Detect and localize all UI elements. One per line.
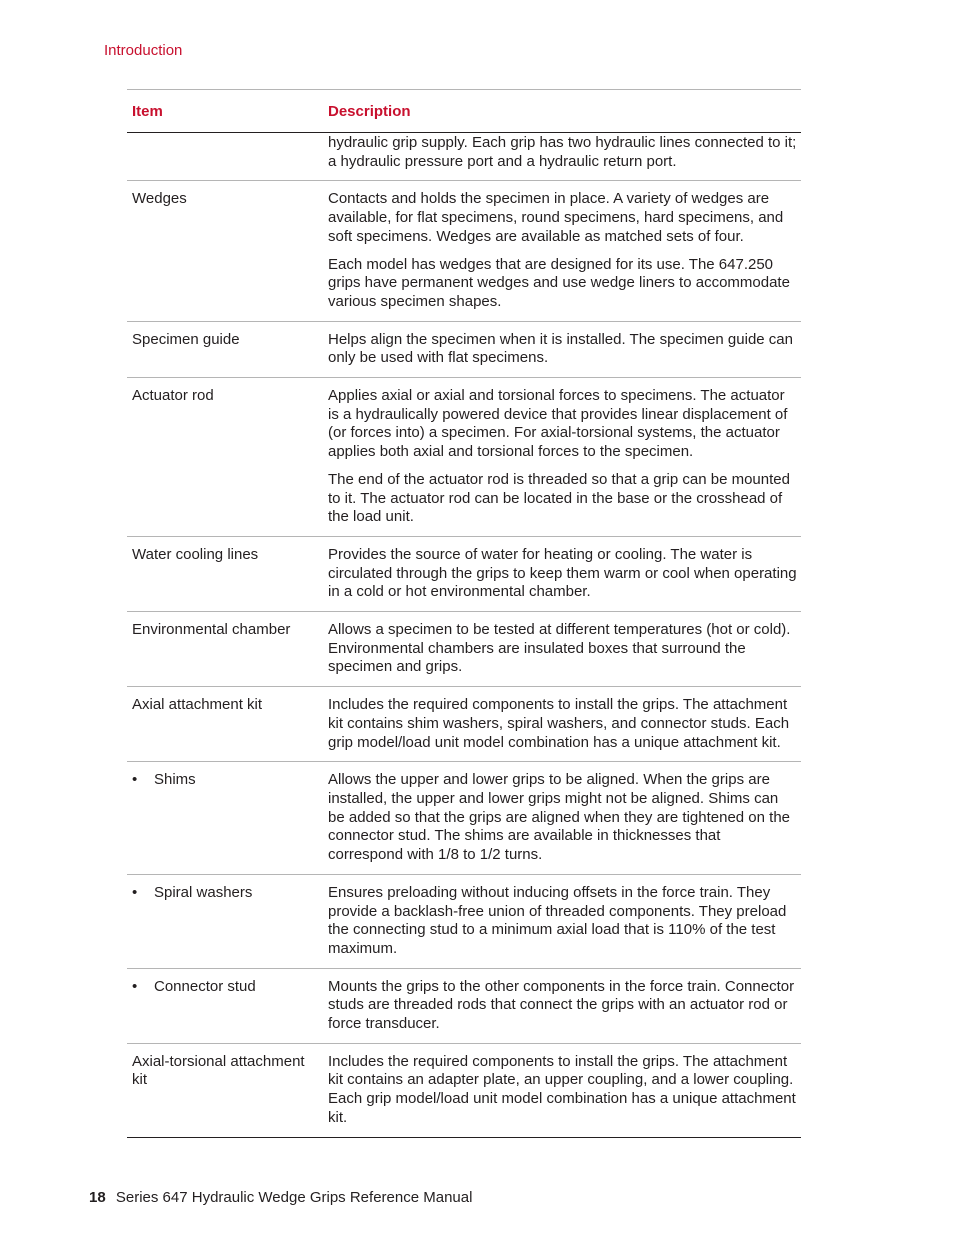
item-cell xyxy=(127,133,323,181)
table-row xyxy=(127,874,801,968)
item-label: Specimen guide xyxy=(132,330,240,348)
manual-title: Series 647 Hydraulic Wedge Grips Reference Manual xyxy=(115,1189,473,1206)
item-cell xyxy=(127,378,323,537)
description-paragraph: Contacts and holds the specimen in place. A variety of wedges are available, for flat specimens, round specimens, hard specimens, and soft specimens. Wedges are available as matched sets of four. xyxy=(328,190,784,245)
item-label: Environmental chamber xyxy=(132,621,291,639)
table-row xyxy=(127,762,801,875)
description-cell xyxy=(323,874,801,968)
description-cell xyxy=(323,762,801,875)
description-cell xyxy=(323,133,801,181)
description-cell xyxy=(323,968,801,1043)
item-cell xyxy=(127,321,323,377)
page-footer xyxy=(89,1189,472,1206)
item-label: Axial-torsional attachment kit xyxy=(132,1052,305,1089)
description-paragraph: Ensures preloading without inducing offsets in the force train. They provide a backlash-free union of threaded components. They preload the connecting stud to a minimum axial load that is 110% of the test maximum. xyxy=(328,883,787,957)
item-label: Wedges xyxy=(132,190,187,208)
description-paragraph: Helps align the specimen when it is installed. The specimen guide can only be used with flat specimens. xyxy=(328,330,793,367)
description-cell xyxy=(323,1043,801,1137)
table-row xyxy=(127,612,801,687)
description-paragraph: Allows the upper and lower grips to be aligned. When the grips are installed, the upper and lower grips might not be aligned. Shims can be added so that the grips are aligned when they are tightened on the connector stud. The shims are available in thicknesses that correspond with 1/8 to 1/2 turns. xyxy=(328,771,791,864)
table-row xyxy=(127,321,801,377)
description-cell xyxy=(323,536,801,611)
item-label: Shims xyxy=(154,771,196,789)
description-paragraph: The end of the actuator rod is threaded so that a grip can be mounted to it. The actuator rod can be located in the base or the crosshead of the load unit. xyxy=(328,470,790,526)
table-row xyxy=(127,378,801,537)
item-label: Axial attachment kit xyxy=(132,696,263,714)
section-header: Introduction xyxy=(104,42,183,59)
item-cell xyxy=(127,687,323,762)
column-header-item: Item xyxy=(127,90,323,133)
table-body xyxy=(127,133,801,1138)
description-paragraph: Includes the required components to install the grips. The attachment kit contains shim washers, spiral washers, and connector studs. Each grip model/load unit model combination has a unique attachment kit. xyxy=(328,696,790,751)
item-cell xyxy=(127,536,323,611)
description-paragraph: Applies axial or axial and torsional forces to specimens. The actuator is a hydraulically powered device that provides linear displacement of (or forces into) a specimen. For axial-torsional systems, the actuator applies both axial and torsional forces to the specimen. xyxy=(328,387,788,461)
bullet-marker: • xyxy=(132,883,138,901)
item-cell xyxy=(127,762,323,875)
item-label: Spiral washers xyxy=(154,883,253,901)
description-cell xyxy=(323,378,801,537)
table-row xyxy=(127,687,801,762)
description-cell xyxy=(323,687,801,762)
item-cell xyxy=(127,612,323,687)
description-paragraph: hydraulic grip supply. Each grip has two hydraulic lines connected to it; a hydraulic pressure port and a hydraulic return port. xyxy=(328,134,797,170)
item-cell xyxy=(127,1043,323,1137)
item-description-table xyxy=(127,89,801,1138)
item-label: Connector stud xyxy=(154,977,256,995)
page-number: 18 xyxy=(89,1189,106,1206)
table-row xyxy=(127,1043,801,1137)
description-paragraph: Each model has wedges that are designed for its use. The 647.250 grips have permanent wedges and use wedge liners to accommodate various specimen shapes. xyxy=(328,255,790,310)
table-row xyxy=(127,536,801,611)
bullet-marker: • xyxy=(132,771,138,789)
column-header-description: Description xyxy=(323,90,801,133)
table-header-row xyxy=(127,90,801,133)
item-label: Actuator rod xyxy=(132,387,214,405)
bullet-marker: • xyxy=(132,977,138,995)
table-row xyxy=(127,133,801,181)
item-cell xyxy=(127,968,323,1043)
table-row xyxy=(127,968,801,1043)
item-cell xyxy=(127,181,323,321)
item-cell xyxy=(127,874,323,968)
description-paragraph: Allows a specimen to be tested at different temperatures (hot or cold). Environmental chambers are insulated boxes that surround the specimen and grips. xyxy=(328,621,791,676)
description-cell xyxy=(323,612,801,687)
table-row xyxy=(127,181,801,321)
description-paragraph: Mounts the grips to the other components in the force train. Connector studs are threaded rods that connect the grips with an actuator rod or force transducer. xyxy=(328,977,795,1033)
description-cell xyxy=(323,321,801,377)
item-label: Water cooling lines xyxy=(132,545,259,563)
description-paragraph: Provides the source of water for heating or cooling. The water is circulated through the grips to keep them warm or cool when operating in a cold or hot environmental chamber. xyxy=(328,545,797,601)
description-cell xyxy=(323,181,801,321)
description-paragraph: Includes the required components to install the grips. The attachment kit contains an adapter plate, an upper coupling, and a lower coupling. Each grip model/load unit model combination has a unique attachment kit. xyxy=(328,1052,796,1126)
